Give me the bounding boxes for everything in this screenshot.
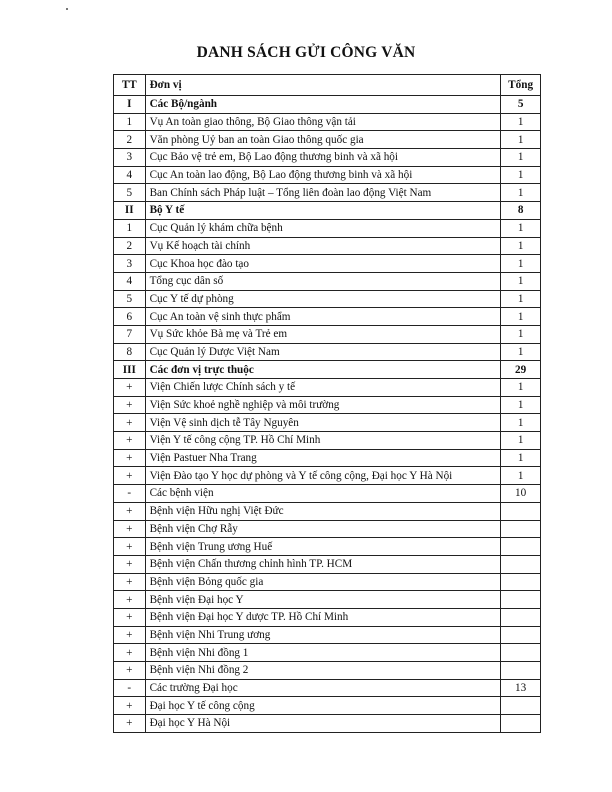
- cell-don-vi: Đại học Y Hà Nội: [145, 715, 501, 733]
- cell-tt: III: [114, 361, 146, 379]
- cell-don-vi: Cục An toàn lao động, Bộ Lao động thương binh và xã hội: [145, 166, 501, 184]
- header-tt: TT: [114, 75, 146, 96]
- cell-don-vi: Đại học Y tế công cộng: [145, 697, 501, 715]
- cell-don-vi: Viện Chiến lược Chính sách y tế: [145, 379, 501, 397]
- section-row: [114, 96, 541, 114]
- cell-don-vi: Bệnh viện Đại học Y dược TP. Hồ Chí Minh: [145, 608, 501, 626]
- cell-tong: [501, 644, 541, 662]
- cell-tt: +: [114, 662, 146, 680]
- table-row: [114, 467, 541, 485]
- table-row: [114, 255, 541, 273]
- table-row: [114, 149, 541, 167]
- cell-don-vi: Cục An toàn vệ sinh thực phẩm: [145, 308, 501, 326]
- cell-tt: +: [114, 432, 146, 450]
- cell-tong: 1: [501, 432, 541, 450]
- table-row: [114, 290, 541, 308]
- cell-don-vi: Viện Y tế công cộng TP. Hồ Chí Minh: [145, 432, 501, 450]
- cell-tt: 2: [114, 131, 146, 149]
- table-row: [114, 662, 541, 680]
- cell-tong: [501, 626, 541, 644]
- cell-tt: +: [114, 573, 146, 591]
- cell-don-vi: Các Bộ/ngành: [145, 96, 501, 114]
- cell-tong: 8: [501, 202, 541, 220]
- table-row: [114, 219, 541, 237]
- table-row: [114, 520, 541, 538]
- table-row: [114, 502, 541, 520]
- cell-don-vi: Tổng cục dân số: [145, 272, 501, 290]
- cell-tong: 1: [501, 325, 541, 343]
- table-row: [114, 184, 541, 202]
- cell-tong: 1: [501, 379, 541, 397]
- cell-tt: +: [114, 467, 146, 485]
- table-row: [114, 379, 541, 397]
- section-row: [114, 361, 541, 379]
- cell-tong: 1: [501, 272, 541, 290]
- cell-tong: [501, 502, 541, 520]
- section-row: [114, 202, 541, 220]
- cell-tt: +: [114, 538, 146, 556]
- cell-don-vi: Các trường Đại học: [145, 679, 501, 697]
- cell-don-vi: Bệnh viện Hữu nghị Việt Đức: [145, 502, 501, 520]
- cell-tong: 1: [501, 343, 541, 361]
- table-row: [114, 325, 541, 343]
- cell-tong: 1: [501, 166, 541, 184]
- cell-tt: -: [114, 485, 146, 503]
- cell-tong: 1: [501, 467, 541, 485]
- table-row: [114, 485, 541, 503]
- cell-don-vi: Cục Quản lý khám chữa bệnh: [145, 219, 501, 237]
- cell-tong: 5: [501, 96, 541, 114]
- cell-don-vi: Các bệnh viện: [145, 485, 501, 503]
- cell-don-vi: Bệnh viện Đại học Y: [145, 591, 501, 609]
- cell-tong: 1: [501, 414, 541, 432]
- cell-don-vi: Bệnh viện Chợ Rẫy: [145, 520, 501, 538]
- cell-don-vi: Bộ Y tế: [145, 202, 501, 220]
- cell-tt: +: [114, 697, 146, 715]
- cell-tt: 6: [114, 308, 146, 326]
- table-row: [114, 697, 541, 715]
- cell-tong: 1: [501, 308, 541, 326]
- cell-tt: 4: [114, 272, 146, 290]
- cell-tong: 1: [501, 113, 541, 131]
- table-row: [114, 308, 541, 326]
- cell-tt: 5: [114, 290, 146, 308]
- table-row: [114, 414, 541, 432]
- cell-don-vi: Cục Y tế dự phòng: [145, 290, 501, 308]
- cell-tong: [501, 555, 541, 573]
- header-tong: Tổng: [501, 75, 541, 96]
- cell-don-vi: Cục Quản lý Dược Việt Nam: [145, 343, 501, 361]
- table-row: [114, 166, 541, 184]
- header-don-vi: Đơn vị: [145, 75, 501, 96]
- cell-don-vi: Viện Sức khoẻ nghề nghiệp và môi trường: [145, 396, 501, 414]
- cell-tong: 1: [501, 219, 541, 237]
- cell-tt: 4: [114, 166, 146, 184]
- cell-don-vi: Vụ Kế hoạch tài chính: [145, 237, 501, 255]
- table-body: [114, 96, 541, 733]
- cell-tt: I: [114, 96, 146, 114]
- cell-don-vi: Viện Vệ sinh dịch tễ Tây Nguyên: [145, 414, 501, 432]
- cell-tt: +: [114, 396, 146, 414]
- cell-tong: 1: [501, 290, 541, 308]
- cell-tt: 1: [114, 219, 146, 237]
- table-row: [114, 573, 541, 591]
- cell-tt: 7: [114, 325, 146, 343]
- table-row: [114, 608, 541, 626]
- table-row: [114, 555, 541, 573]
- cell-tong: [501, 697, 541, 715]
- cell-don-vi: Bệnh viện Nhi đồng 1: [145, 644, 501, 662]
- cell-tt: 3: [114, 149, 146, 167]
- cell-tt: +: [114, 379, 146, 397]
- cell-don-vi: Cục Bảo vệ trẻ em, Bộ Lao động thương binh và xã hội: [145, 149, 501, 167]
- cell-tong: 1: [501, 149, 541, 167]
- cell-don-vi: Bệnh viện Nhi Trung ương: [145, 626, 501, 644]
- cell-tt: 5: [114, 184, 146, 202]
- cell-tt: -: [114, 679, 146, 697]
- cell-don-vi: Bệnh viện Nhi đồng 2: [145, 662, 501, 680]
- table-row: [114, 432, 541, 450]
- cell-don-vi: Viện Pastuer Nha Trang: [145, 449, 501, 467]
- table-row: [114, 449, 541, 467]
- cell-tong: 1: [501, 449, 541, 467]
- cell-don-vi: Vụ Sức khỏe Bà mẹ và Trẻ em: [145, 325, 501, 343]
- cell-tong: 1: [501, 255, 541, 273]
- cell-tt: +: [114, 449, 146, 467]
- table-row: [114, 626, 541, 644]
- cell-tt: +: [114, 608, 146, 626]
- cell-tt: +: [114, 520, 146, 538]
- cell-tong: [501, 591, 541, 609]
- cell-tt: 1: [114, 113, 146, 131]
- table-row: [114, 272, 541, 290]
- table-row: [114, 538, 541, 556]
- table-row: [114, 343, 541, 361]
- cell-tt: +: [114, 626, 146, 644]
- cell-tt: +: [114, 644, 146, 662]
- cell-tong: 1: [501, 237, 541, 255]
- cell-don-vi: Văn phòng Uỷ ban an toàn Giao thông quốc gia: [145, 131, 501, 149]
- cell-tt: 3: [114, 255, 146, 273]
- cell-don-vi: Các đơn vị trực thuộc: [145, 361, 501, 379]
- cell-tt: +: [114, 502, 146, 520]
- cell-don-vi: Vụ An toàn giao thông, Bộ Giao thông vận tải: [145, 113, 501, 131]
- cell-tong: [501, 573, 541, 591]
- cell-tong: 1: [501, 131, 541, 149]
- cell-don-vi: Ban Chính sách Pháp luật – Tổng liên đoàn lao động Việt Nam: [145, 184, 501, 202]
- table-row: [114, 113, 541, 131]
- cell-tt: 8: [114, 343, 146, 361]
- cell-don-vi: Bệnh viện Bỏng quốc gia: [145, 573, 501, 591]
- table-row: [114, 237, 541, 255]
- table-row: [114, 131, 541, 149]
- cell-tt: +: [114, 555, 146, 573]
- cell-tt: +: [114, 414, 146, 432]
- table-row: [114, 591, 541, 609]
- cell-tong: [501, 662, 541, 680]
- table-row: [114, 715, 541, 733]
- table-row: [114, 396, 541, 414]
- cell-tong: [501, 520, 541, 538]
- cell-tong: [501, 538, 541, 556]
- cell-don-vi: Bệnh viện Trung ương Huế: [145, 538, 501, 556]
- page-title: DANH SÁCH GỬI CÔNG VĂN: [196, 44, 416, 61]
- cell-don-vi: Bệnh viện Chấn thương chỉnh hình TP. HCM: [145, 555, 501, 573]
- cell-tt: +: [114, 715, 146, 733]
- recipient-table: [113, 74, 541, 733]
- scan-speck: [66, 8, 68, 10]
- cell-tong: [501, 608, 541, 626]
- cell-tong: 13: [501, 679, 541, 697]
- cell-don-vi: Viện Đào tạo Y học dự phòng và Y tế công cộng, Đại học Y Hà Nội: [145, 467, 501, 485]
- cell-don-vi: Cục Khoa học đào tạo: [145, 255, 501, 273]
- cell-tt: II: [114, 202, 146, 220]
- cell-tong: 1: [501, 184, 541, 202]
- cell-tong: 10: [501, 485, 541, 503]
- cell-tong: [501, 715, 541, 733]
- cell-tong: 1: [501, 396, 541, 414]
- table-header-row: [114, 75, 541, 96]
- cell-tong: 29: [501, 361, 541, 379]
- cell-tt: 2: [114, 237, 146, 255]
- table-row: [114, 679, 541, 697]
- table-row: [114, 644, 541, 662]
- cell-tt: +: [114, 591, 146, 609]
